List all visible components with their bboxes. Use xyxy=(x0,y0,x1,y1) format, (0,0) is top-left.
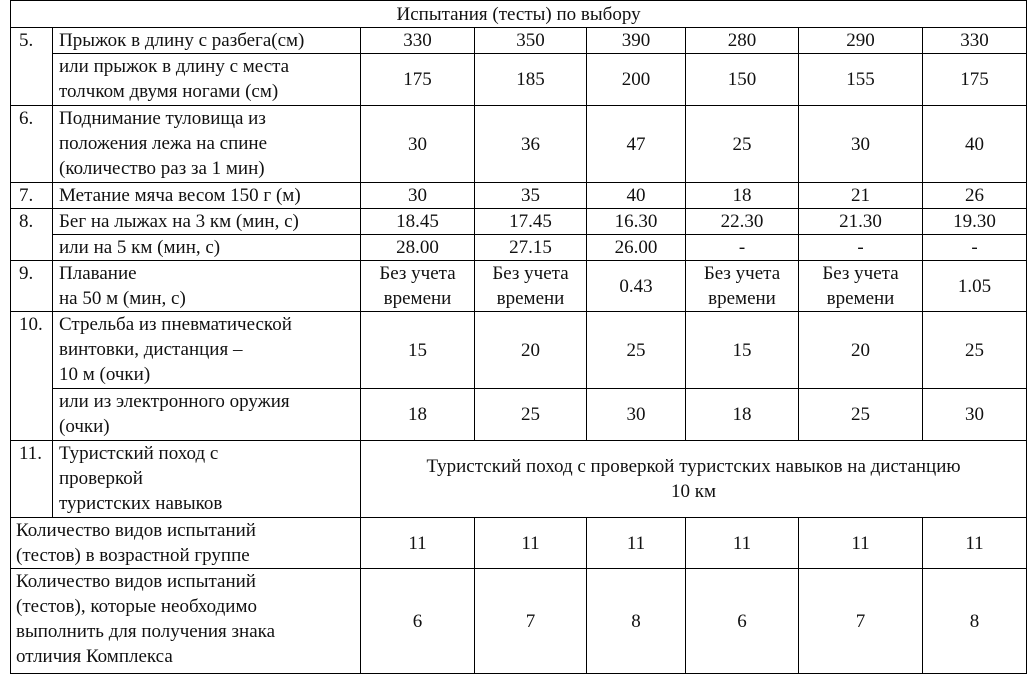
value-cell: 11 xyxy=(587,518,686,569)
text-line: Без учета xyxy=(492,263,569,284)
row-number: 10. xyxy=(11,312,53,441)
value-cell: 1.05 xyxy=(923,261,1027,312)
test-name xyxy=(53,441,361,518)
test-name xyxy=(53,261,361,312)
text-line: на 50 м (мин, с) xyxy=(59,288,186,309)
table-row xyxy=(11,183,1027,209)
table-body xyxy=(11,1,1027,674)
value-cell: 18 xyxy=(361,389,475,441)
table-row xyxy=(11,235,1027,261)
value-cell: 25 xyxy=(686,106,799,183)
value-cell: 150 xyxy=(686,54,799,106)
text-line: толчком двумя ногами (см) xyxy=(59,81,279,102)
text-line: времени xyxy=(383,288,452,309)
value-cell: 30 xyxy=(799,106,923,183)
value-cell: 21.30 xyxy=(799,209,923,235)
value-cell: 175 xyxy=(361,54,475,106)
value-cell: 11 xyxy=(686,518,799,569)
value-cell: - xyxy=(923,235,1027,261)
summary-label xyxy=(11,569,361,674)
table-row xyxy=(11,389,1027,441)
table-row xyxy=(11,54,1027,106)
value-cell: 290 xyxy=(799,28,923,54)
test-name xyxy=(53,28,361,54)
test-name xyxy=(53,54,361,106)
table-row xyxy=(11,106,1027,183)
value-cell: 16.30 xyxy=(587,209,686,235)
value-cell: 30 xyxy=(587,389,686,441)
value-cell: 350 xyxy=(475,28,587,54)
value-cell: 28.00 xyxy=(361,235,475,261)
text-line: или прыжок в длину с места xyxy=(59,56,290,77)
text-line: Туристский поход с xyxy=(59,443,219,464)
text-line: 10 м (очки) xyxy=(59,364,151,385)
row-number: 8. xyxy=(11,209,53,261)
value-cell: 26.00 xyxy=(587,235,686,261)
value-cell: 25 xyxy=(587,312,686,389)
test-name xyxy=(53,312,361,389)
table-row xyxy=(11,441,1027,518)
value-cell: 280 xyxy=(686,28,799,54)
text-line: 10 км xyxy=(671,481,717,502)
table-title: Испытания (тесты) по выбору xyxy=(11,1,1027,28)
value-cell: 11 xyxy=(475,518,587,569)
text-line: или из электронного оружия xyxy=(59,391,290,412)
value-cell: 185 xyxy=(475,54,587,106)
test-name xyxy=(53,389,361,441)
value-cell: 330 xyxy=(923,28,1027,54)
value-cell: 22.30 xyxy=(686,209,799,235)
value-cell xyxy=(475,261,587,312)
test-name xyxy=(53,209,361,235)
value-cell: 8 xyxy=(587,569,686,674)
value-cell: 175 xyxy=(923,54,1027,106)
value-cell xyxy=(799,261,923,312)
text-line: туристских навыков xyxy=(59,493,223,514)
value-cell: 6 xyxy=(361,569,475,674)
text-line: выполнить для получения знака xyxy=(16,621,276,642)
text-line: времени xyxy=(708,288,776,309)
value-cell: 40 xyxy=(923,106,1027,183)
value-cell: 330 xyxy=(361,28,475,54)
value-cell: 15 xyxy=(361,312,475,389)
value-cell: 19.30 xyxy=(923,209,1027,235)
text-line: Прыжок в длину с разбега(см) xyxy=(59,30,305,51)
value-cell: 11 xyxy=(361,518,475,569)
text-line: положения лежа на спине xyxy=(59,133,268,154)
text-line: или на 5 км (мин, с) xyxy=(59,237,221,258)
row-number: 6. xyxy=(11,106,53,183)
value-cell: 6 xyxy=(686,569,799,674)
header-row xyxy=(11,1,1027,28)
value-cell: 155 xyxy=(799,54,923,106)
value-cell: 18.45 xyxy=(361,209,475,235)
text-line: (тестов), которые необходимо xyxy=(16,596,257,617)
text-line: Метание мяча весом 150 г (м) xyxy=(59,185,301,206)
value-cell: 8 xyxy=(923,569,1027,674)
text-line: Без учета xyxy=(379,263,456,284)
test-name xyxy=(53,235,361,261)
value-cell: 25 xyxy=(475,389,587,441)
text-line: Поднимание туловища из xyxy=(59,108,266,129)
merged-value-cell xyxy=(361,441,1027,518)
value-cell: 30 xyxy=(361,183,475,209)
row-number: 11. xyxy=(11,441,53,518)
row-number: 7. xyxy=(11,183,53,209)
table-row xyxy=(11,209,1027,235)
value-cell: 7 xyxy=(799,569,923,674)
value-cell: 0.43 xyxy=(587,261,686,312)
text-line: отличия Комплекса xyxy=(16,646,173,667)
row-number: 9. xyxy=(11,261,53,312)
value-cell: 390 xyxy=(587,28,686,54)
value-cell: 40 xyxy=(587,183,686,209)
test-name xyxy=(53,183,361,209)
value-cell: 21 xyxy=(799,183,923,209)
value-cell: 18 xyxy=(686,389,799,441)
summary-row xyxy=(11,569,1027,674)
text-line: проверкой xyxy=(59,468,143,489)
value-cell: - xyxy=(686,235,799,261)
test-name xyxy=(53,106,361,183)
value-cell: 25 xyxy=(923,312,1027,389)
value-cell: 17.45 xyxy=(475,209,587,235)
value-cell: 20 xyxy=(475,312,587,389)
text-line: Плавание xyxy=(59,263,137,284)
value-cell: 200 xyxy=(587,54,686,106)
value-cell: 47 xyxy=(587,106,686,183)
standards-table xyxy=(10,0,1027,674)
value-cell: 26 xyxy=(923,183,1027,209)
value-cell: 27.15 xyxy=(475,235,587,261)
row-number: 5. xyxy=(11,28,53,106)
text-line: Без учета xyxy=(822,263,899,284)
table-row xyxy=(11,261,1027,312)
table-row xyxy=(11,312,1027,389)
text-line: Бег на лыжах на 3 км (мин, с) xyxy=(59,211,299,232)
value-cell xyxy=(686,261,799,312)
text-line: Количество видов испытаний xyxy=(16,571,256,592)
text-line: Без учета xyxy=(703,263,781,284)
text-line: винтовки, дистанция – xyxy=(59,339,243,360)
value-cell: 15 xyxy=(686,312,799,389)
text-line: (количество раз за 1 мин) xyxy=(59,158,265,179)
value-cell: 20 xyxy=(799,312,923,389)
text-line: (очки) xyxy=(59,416,110,437)
text-line: Количество видов испытаний xyxy=(16,520,256,541)
value-cell: 35 xyxy=(475,183,587,209)
text-line: (тестов) в возрастной группе xyxy=(16,545,250,566)
value-cell: 30 xyxy=(923,389,1027,441)
text-line: Стрельба из пневматической xyxy=(59,314,292,335)
text-line: времени xyxy=(496,288,565,309)
text-line: времени xyxy=(826,288,895,309)
value-cell: 11 xyxy=(923,518,1027,569)
value-cell xyxy=(361,261,475,312)
value-cell: 25 xyxy=(799,389,923,441)
summary-label xyxy=(11,518,361,569)
value-cell: 36 xyxy=(475,106,587,183)
value-cell: 30 xyxy=(361,106,475,183)
value-cell: 18 xyxy=(686,183,799,209)
value-cell: 7 xyxy=(475,569,587,674)
table-row xyxy=(11,28,1027,54)
value-cell: 11 xyxy=(799,518,923,569)
summary-row xyxy=(11,518,1027,569)
value-cell: - xyxy=(799,235,923,261)
text-line: Туристский поход с проверкой туристских навыков на дистанцию xyxy=(426,456,961,477)
